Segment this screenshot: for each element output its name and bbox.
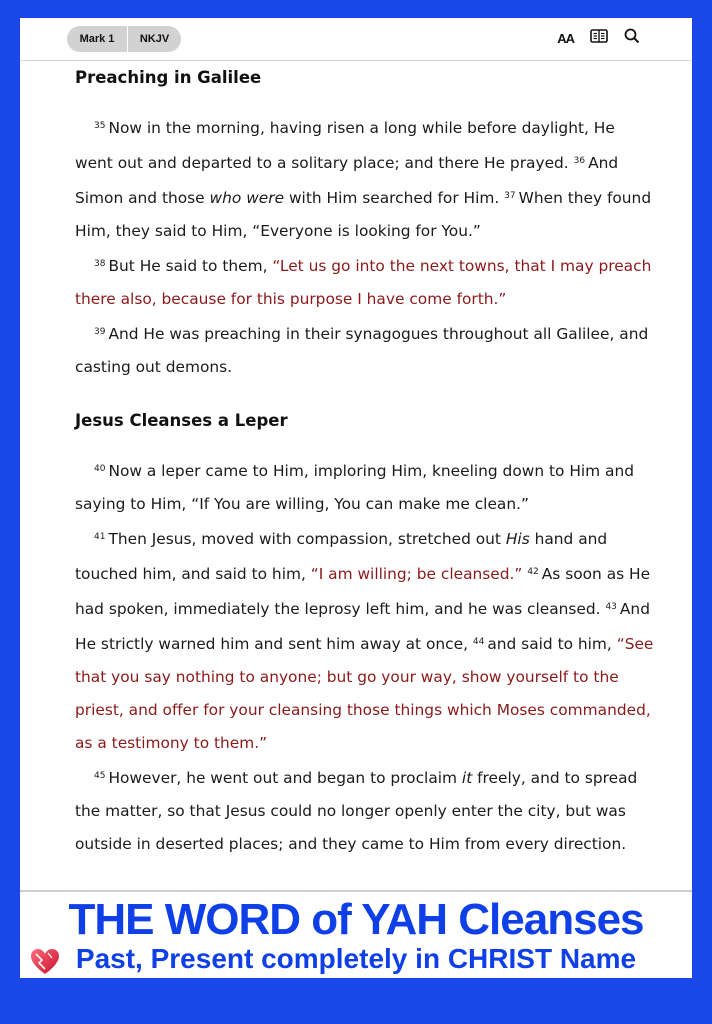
verse-text: hand and touched him, and said to him, — [75, 530, 608, 583]
verse-paragraph — [75, 521, 655, 760]
reader-toolbar — [20, 18, 692, 61]
book-icon[interactable] — [590, 29, 608, 48]
verse-paragraph — [75, 760, 655, 861]
section-gap — [75, 384, 655, 405]
verse-number[interactable]: 40 — [94, 464, 106, 474]
verse-number[interactable]: 36 — [573, 156, 586, 166]
verse-text: Now a leper came to Him, imploring Him, kneeling down to Him and saying to Him, “If You are willing, You can make me clean.” — [75, 462, 635, 513]
italic-supplied-word: it — [461, 769, 473, 787]
verse-number[interactable]: 44 — [472, 637, 485, 647]
italic-supplied-word: who were — [209, 189, 285, 207]
verse-number[interactable]: 39 — [94, 327, 106, 337]
font-size-icon[interactable]: AA — [557, 31, 574, 46]
verse-text: As soon as He had spoken, immediately the leprosy left him, and he was cleansed. — [75, 565, 651, 618]
chapter-text — [75, 62, 655, 861]
section-heading: Preaching in Galilee — [75, 68, 262, 87]
reader-page — [20, 18, 692, 974]
words-of-jesus: “Let us go into the next towns, that I may preach there also, because for this purpose I have come forth.” — [75, 257, 652, 308]
book-chapter-button[interactable]: Mark 1 — [79, 33, 115, 45]
verse-number[interactable]: 41 — [94, 532, 106, 542]
verse-number[interactable]: 37 — [504, 191, 516, 201]
search-icon[interactable] — [624, 28, 640, 49]
verse-number[interactable]: 45 — [94, 771, 106, 781]
banner-subtitle: Past, Present completely in CHRIST Name — [75, 943, 637, 974]
verse-paragraph — [75, 248, 655, 316]
verse-paragraph — [75, 453, 655, 521]
words-of-jesus: “I am willing; be cleansed.” — [310, 565, 528, 583]
words-of-jesus: “See that you say nothing to anyone; but go your way, show yourself to the priest, and offer for your cleansing those things which Moses commanded, as a testimony to them.” — [75, 635, 654, 752]
toolbar-icons — [557, 28, 640, 49]
version-button[interactable]: NKJV — [139, 33, 170, 45]
verse-text: and said to him, — [487, 635, 617, 653]
verse-text: But He said to them, — [108, 257, 273, 275]
verse-paragraph — [75, 110, 655, 248]
verse-text: However, he went out and began to proclaim — [108, 769, 462, 787]
verse-text: When they found Him, they said to Him, “Everyone is looking for You.” — [75, 189, 652, 240]
verse-text: with Him searched for Him. — [284, 189, 505, 207]
verse-text: freely, and to spread the matter, so that Jesus could no longer openly enter the city, but was outside in deserted places; and they came to Him from every direction. — [75, 769, 638, 853]
verse-paragraph — [75, 316, 655, 384]
verse-number[interactable]: 43 — [605, 602, 617, 612]
verse-text: And Simon and those — [75, 154, 619, 207]
verse-text: Now in the morning, having risen a long while before daylight, He went out and departed to a solitary place; and there He prayed. — [75, 119, 615, 172]
banner-title: THE WORD of YAH Cleanses — [68, 895, 644, 944]
heading-gap — [75, 437, 655, 453]
section-heading: Jesus Cleanses a Leper — [75, 411, 288, 430]
verse-text: Then Jesus, moved with compassion, stretched out — [108, 530, 506, 548]
verse-number[interactable]: 35 — [94, 121, 106, 131]
verse-number[interactable]: 38 — [94, 259, 106, 269]
italic-supplied-word: His — [505, 530, 530, 548]
verse-text: And He was preaching in their synagogues throughout all Galilee, and casting out demons. — [75, 325, 649, 376]
heading-gap — [75, 94, 655, 110]
caption-banner — [20, 890, 692, 978]
verse-text: And He strictly warned him and sent him away at once, — [75, 600, 650, 653]
verse-number[interactable]: 42 — [527, 567, 539, 577]
passage-selector[interactable] — [67, 26, 181, 52]
